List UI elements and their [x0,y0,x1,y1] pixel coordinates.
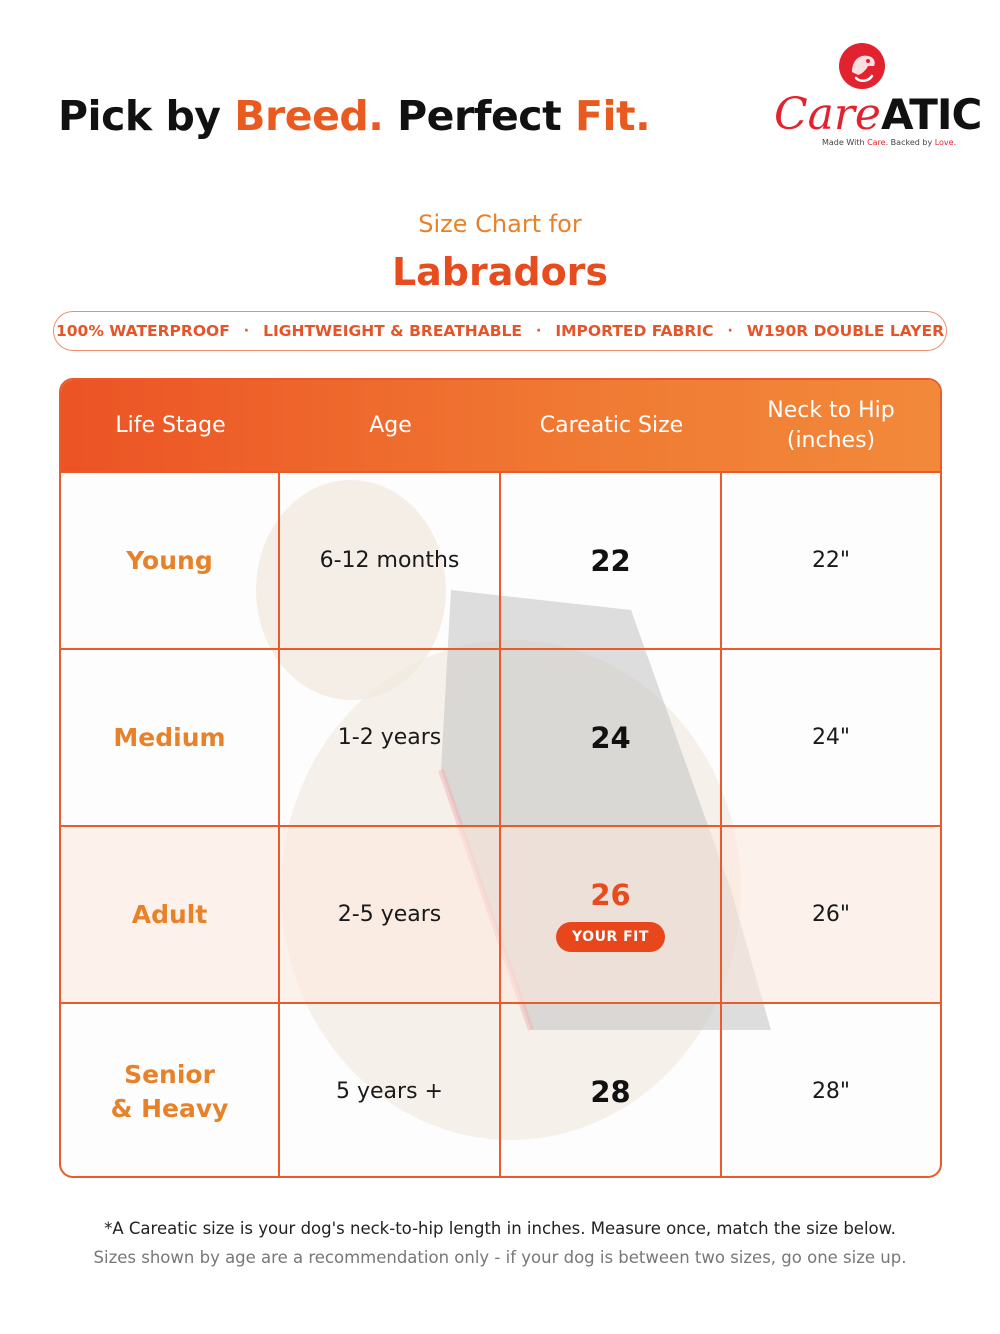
headline-accent-breed: Breed. [234,92,384,140]
age-value: 1-2 years [337,725,442,750]
header-neck-to-hip: Neck to Hip (inches) [767,397,895,453]
feature-separator: · [727,323,733,339]
cell-age [280,473,501,648]
size-value: 24 [590,720,631,755]
brand-logo [772,40,982,150]
cell-hip [722,473,940,648]
breed-title: Labradors [391,250,609,294]
headline-text: Perfect [383,92,575,140]
size-value: 22 [590,543,631,578]
life-stage-label: Medium [113,722,226,752]
cell-age [280,1004,501,1178]
brand-tagline [822,138,956,147]
hip-value: 26" [811,902,851,927]
your-fit-badge: YOUR FIT [556,922,665,952]
cell-size [501,827,722,1002]
chart-subtitle: Size Chart for [418,210,582,238]
table-row-highlighted [61,825,940,1002]
age-value: 5 years + [336,1079,443,1104]
header-age: Age [369,412,412,438]
cell-size [501,473,722,648]
tagline-love: Love. [934,138,957,147]
feature-item: 100% WATERPROOF [55,322,230,340]
hip-value: 24" [811,725,851,750]
age-value: 6-12 months [319,548,460,573]
cell-life-stage [61,650,280,825]
age-value: 2-5 years [337,902,442,927]
table-row [61,1002,940,1178]
cell-hip [722,650,940,825]
table-row [61,471,940,648]
feature-separator: · [536,323,542,339]
size-value-highlighted: 26 [590,877,631,912]
hip-value: 28" [811,1079,851,1104]
table-header [61,380,940,471]
feature-item: LIGHTWEIGHT & BREATHABLE [263,322,523,340]
hip-value: 22" [811,548,851,573]
headline-accent-fit: Fit. [574,92,651,140]
footnote-secondary: Sizes shown by age are a recommendation only - if your dog is between two sizes, go one size up. [93,1248,907,1267]
cell-hip [722,1004,940,1178]
life-stage-label: Young [126,545,213,575]
headline-text: Pick by [58,92,235,140]
tagline-care: Care [867,138,886,147]
header-life-stage: Life Stage [115,412,226,438]
tagline-text: Made With [822,138,868,147]
feature-item: W190R DOUBLE LAYER [746,322,945,340]
feature-separator: · [243,323,250,339]
cell-life-stage [61,473,280,648]
cell-age [280,827,501,1002]
feature-item: IMPORTED FABRIC [555,322,714,340]
brand-care: Care [774,89,881,140]
cell-size [501,650,722,825]
footnote-primary: *A Careatic size is your dog's neck-to-hip length in inches. Measure once, match the size below. [104,1219,896,1238]
brand-atic: ATIC [880,90,982,139]
cell-age [280,650,501,825]
feature-pill [53,311,947,351]
cell-hip [722,827,940,1002]
tagline-text: . Backed by [885,138,935,147]
dog-logo-icon [838,42,886,90]
brand-wordmark [774,89,982,140]
life-stage-label: Adult [131,899,208,929]
cell-life-stage [61,1004,280,1178]
life-stage-label: Senior & Heavy [110,1059,229,1123]
table-row [61,648,940,825]
cell-life-stage [61,827,280,1002]
size-value: 28 [590,1074,631,1109]
cell-size [501,1004,722,1178]
size-chart-table [59,378,942,1178]
header-careatic-size: Careatic Size [539,412,684,438]
page-headline [58,92,650,140]
